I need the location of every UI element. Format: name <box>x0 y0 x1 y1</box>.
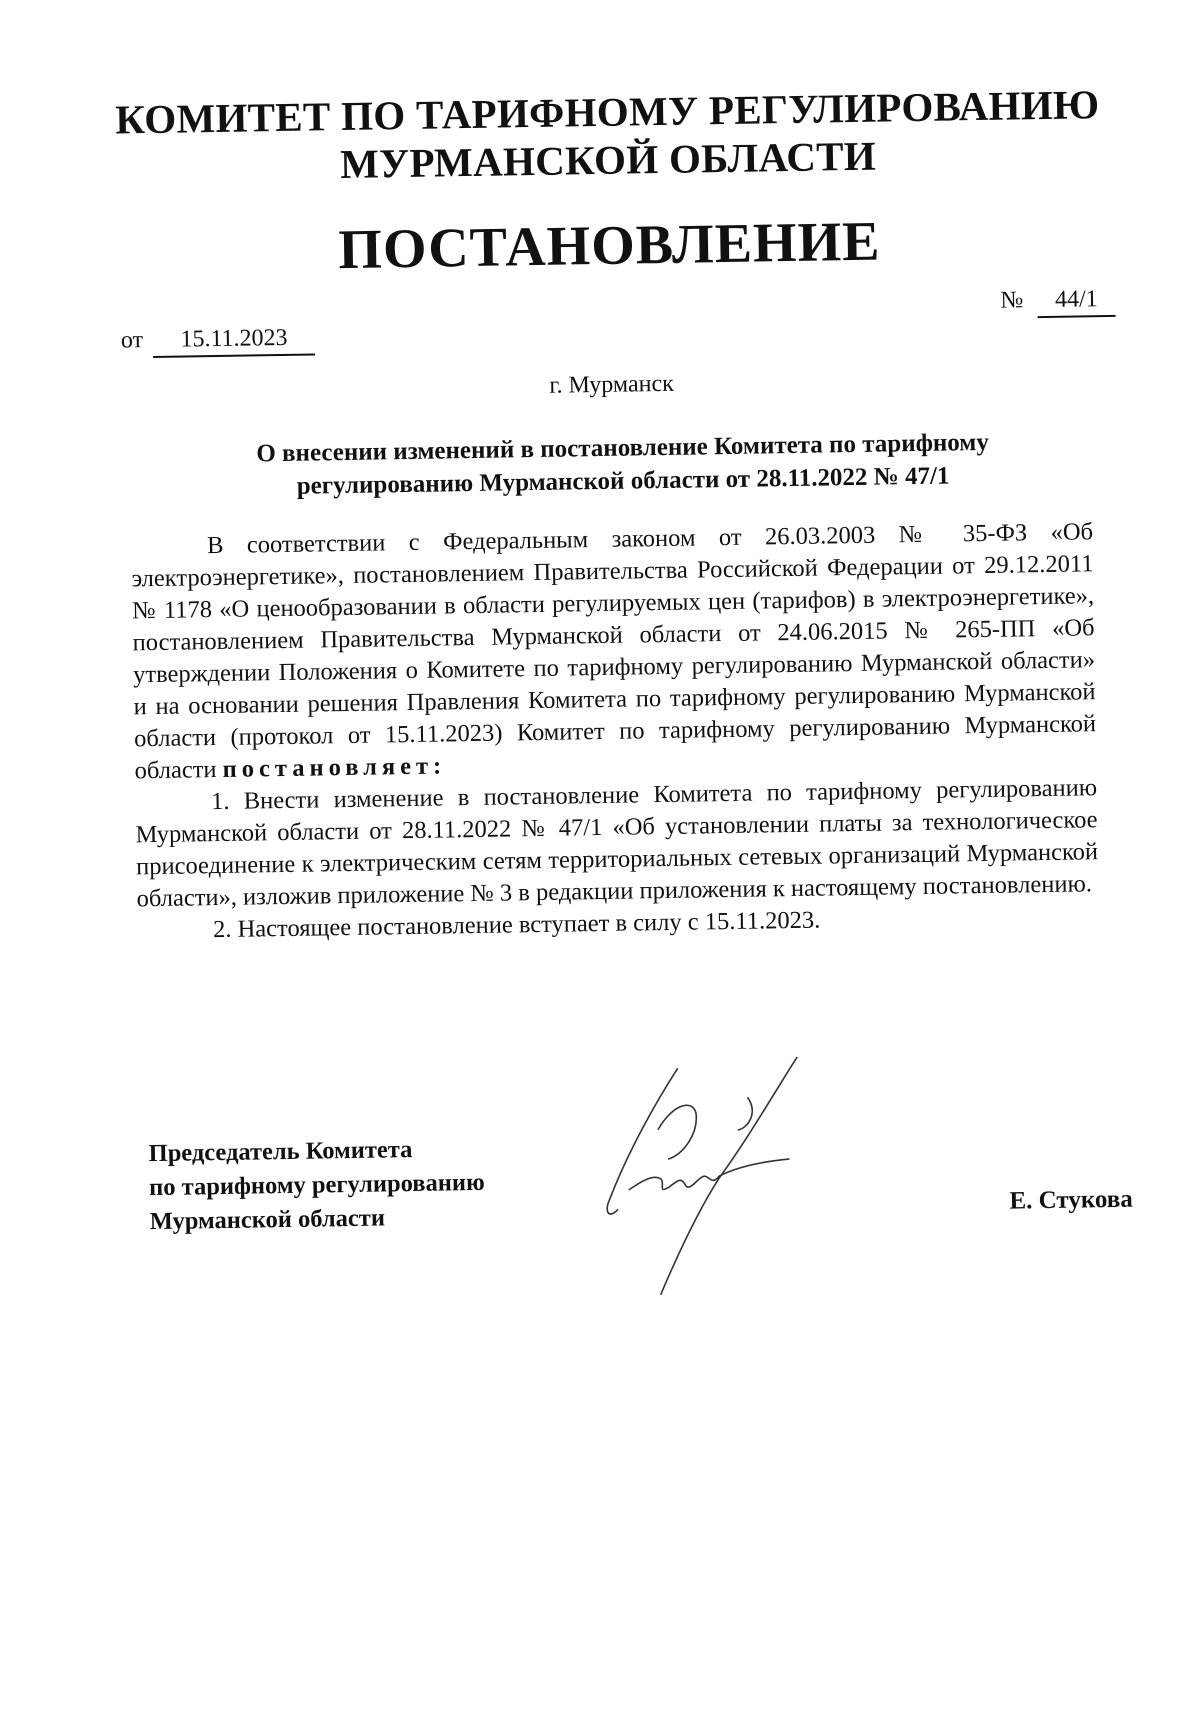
preamble-paragraph <box>131 516 1097 787</box>
city: г. Мурманск <box>549 370 674 399</box>
date-value: 15.11.2023 <box>153 324 315 358</box>
organization-title-line1: КОМИТЕТ ПО ТАРИФНОМУ РЕГУЛИРОВАНИЮ <box>114 81 1100 143</box>
document-subject <box>147 424 1098 505</box>
document-number <box>1000 286 1115 319</box>
resolves-colon: : <box>432 752 447 780</box>
subject-line2: регулированию Мурманской области от 28.11.2022 № 47/1 <box>296 462 950 500</box>
organization-title-line2: МУРМАНСКОЙ ОБЛАСТИ <box>339 132 877 188</box>
organization-title <box>102 80 1113 192</box>
document-body <box>131 516 1099 947</box>
position-line3: Мурманской области <box>149 1204 386 1236</box>
document-date <box>121 324 316 358</box>
signatory-position <box>148 1132 485 1239</box>
position-line2: по тарифному регулированию <box>148 1168 485 1202</box>
signatory-name: Е. Стукова <box>1009 1185 1134 1215</box>
number-value: 44/1 <box>1037 286 1115 318</box>
date-prefix: от <box>120 327 144 354</box>
item-2-paragraph: 2. Настоящее постановление вступает в силу с 15.11.2023. <box>212 906 821 944</box>
position-line1: Председатель Комитета <box>148 1136 413 1168</box>
preamble-text: В соответствии с Федеральным законом от 26.03.2003 № 35-ФЗ «Об электроэнергетике», постановлением Правительства Российской Федерации от 29.12.2011 № 1178 «О ценообразовании в области регулируемых цен (тарифов) в электроэнергетике», постановлением Правительства Мурманской области от 24.06.2015 № 265-ПП «Об утверждении Положения о Комитете по тарифному регулированию Мурманской области» и на основании решения Правления Комитета по тарифному регулированию Мурманской области (протокол от 15.11.2023) Комитет по тарифному регулированию Мурманской области <box>131 518 1097 785</box>
number-prefix: № <box>1000 287 1024 314</box>
resolves-word: постановляет <box>222 752 434 783</box>
document-type-heading: ПОСТАНОВЛЕНИЕ <box>337 210 881 282</box>
subject-line1: О внесении изменений в постановление Комитета по тарифному <box>256 428 990 468</box>
handwritten-signature-icon <box>597 1056 831 1300</box>
item-1-paragraph: 1. Внести изменение в постановление Комитета по тарифному регулированию Мурманской области от 28.11.2022 № 47/1 «Об установлении платы за технологическое присоединение к электрическим сетям территориальных сетевых организаций Мурманской области», изложив приложение № 3 в редакции приложения к настоящему постановлению. <box>135 774 1099 913</box>
